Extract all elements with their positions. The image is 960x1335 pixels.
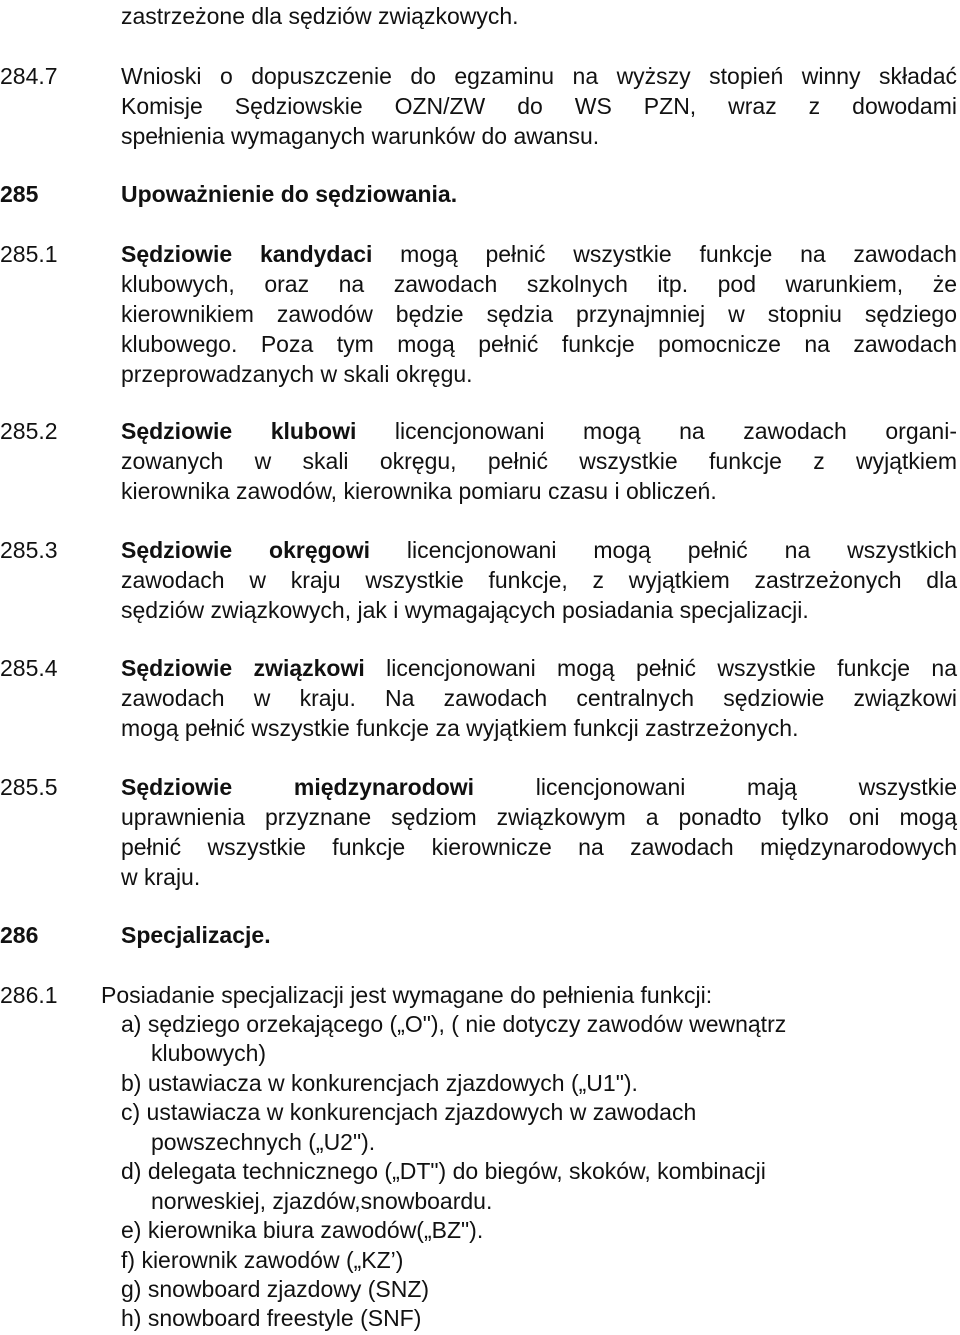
section-285-2-line: Sędziowie klubowi licencjonowani mogą na zawodach organi- (121, 418, 957, 444)
section-number-285-2: 285.2 (0, 418, 58, 444)
section-285-2-line: zowanych w skali okręgu, pełnić wszystkie funkcje z wyjątkiem (121, 448, 957, 474)
section-285-5-line: uprawnienia przyznane sędziom związkowym a ponadto tylko oni mogą (121, 804, 957, 830)
section-285-title: Upoważnienie do sędziowania. (121, 181, 458, 207)
section-285-4-line: mogą pełnić wszystkie funkcje za wyjątkiem funkcji zastrzeżonych. (121, 715, 799, 741)
section-285-1-line: kierownikiem zawodów będzie sędzia przynajmniej w stopniu sędziego (121, 301, 957, 327)
section-285-5-line: pełnić wszystkie funkcje kierownicze na zawodach międzynarodowych (121, 834, 957, 860)
section-285-1-line: klubowych, oraz na zawodach szkolnych itp. pod warunkiem, że (121, 271, 957, 297)
list-item: c) ustawiacza w konkurencjach zjazdowych w zawodach (121, 1099, 697, 1125)
section-285-4-bold-term: Sędziowie związkowi (121, 655, 365, 681)
section-number-284-7: 284.7 (0, 63, 58, 89)
section-number-286-1: 286.1 (0, 982, 58, 1008)
continuation-text: zastrzeżone dla sędziów związkowych. (121, 3, 519, 29)
section-number-285-5: 285.5 (0, 774, 58, 800)
section-284-7-line: Komisje Sędziowskie OZN/ZW do WS PZN, wraz z dowodami (121, 93, 957, 119)
section-285-1-line: klubowego. Poza tym mogą pełnić funkcje pomocnicze na zawodach (121, 331, 957, 357)
section-285-5-bold-term: Sędziowie międzynarodowi (121, 774, 475, 800)
section-number-285-3: 285.3 (0, 537, 58, 563)
section-285-5-line: w kraju. (121, 864, 201, 890)
section-286-1-intro: Posiadanie specjalizacji jest wymagane do pełnienia funkcji: (101, 982, 713, 1008)
list-item: f) kierownik zawodów („KZ’) (121, 1247, 404, 1273)
section-285-3-bold-term: Sędziowie okręgowi (121, 537, 371, 563)
list-item-continuation: norweskiej, zjazdów,snowboardu. (151, 1188, 493, 1214)
list-item-continuation: powszechnych („U2"). (151, 1129, 376, 1155)
section-285-4-line: zawodach w kraju. Na zawodach centralnych sędziowie związkowi (121, 685, 957, 711)
section-285-1-bold-term: Sędziowie kandydaci (121, 241, 373, 267)
list-item: a) sędziego orzekającego („O"), ( nie dotyczy zawodów wewnątrz (121, 1011, 787, 1037)
section-number-285: 285 (0, 181, 39, 207)
section-number-285-1: 285.1 (0, 241, 58, 267)
section-285-3-line: sędziów związkowych, jak i wymagających posiadania specjalizacji. (121, 597, 809, 623)
list-item: b) ustawiacza w konkurencjach zjazdowych („U1"). (121, 1070, 638, 1096)
section-number-286: 286 (0, 922, 39, 948)
section-284-7-line: spełnienia wymaganych warunków do awansu. (121, 123, 600, 149)
section-285-1-line: przeprowadzanych w skali okręgu. (121, 361, 473, 387)
section-number-285-4: 285.4 (0, 655, 58, 681)
section-285-2-line: kierownika zawodów, kierownika pomiaru czasu i obliczeń. (121, 478, 717, 504)
section-285-2-bold-term: Sędziowie klubowi (121, 418, 357, 444)
list-item-continuation: klubowych) (151, 1040, 267, 1066)
section-285-3-line: Sędziowie okręgowi licencjonowani mogą pełnić na wszystkich (121, 537, 957, 563)
section-285-3-line: zawodach w kraju wszystkie funkcje, z wyjątkiem zastrzeżonych dla (121, 567, 957, 593)
section-285-5-line: Sędziowie międzynarodowi licencjonowani mają wszystkie (121, 774, 957, 800)
list-item: d) delegata technicznego („DT") do biegów, skoków, kombinacji (121, 1158, 766, 1184)
section-284-7-line: Wnioski o dopuszczenie do egzaminu na wyższy stopień winny składać (121, 63, 957, 89)
section-285-1-line: Sędziowie kandydaci mogą pełnić wszystkie funkcje na zawodach (121, 241, 957, 267)
list-item: h) snowboard freestyle (SNF) (121, 1305, 422, 1331)
list-item: e) kierownika biura zawodów(„BZ"). (121, 1217, 484, 1243)
section-286-title: Specjalizacje. (121, 922, 271, 948)
section-285-4-line: Sędziowie związkowi licencjonowani mogą pełnić wszystkie funkcje na (121, 655, 957, 681)
list-item: g) snowboard zjazdowy (SNZ) (121, 1276, 430, 1302)
